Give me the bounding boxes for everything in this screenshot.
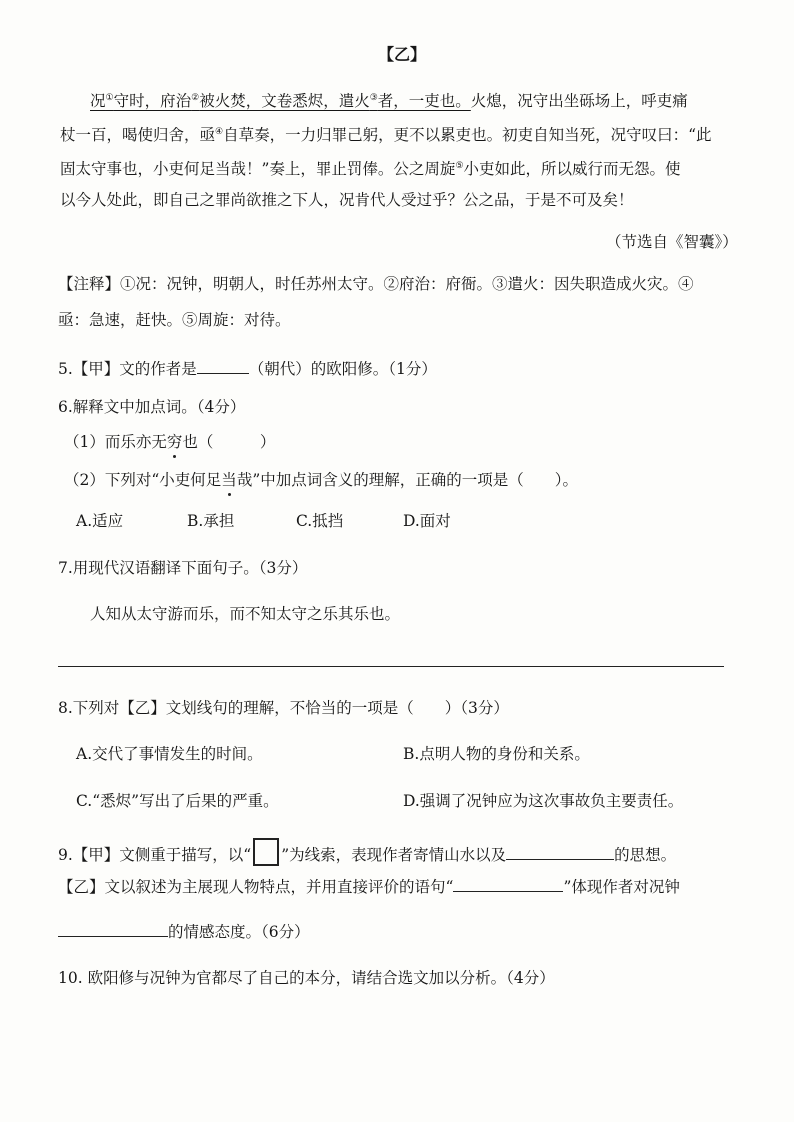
q6-option-b: B.承担 xyxy=(187,512,235,530)
dotted-word: 当 xyxy=(221,471,237,489)
passage-line-1: 况①守时，府治②被火焚，文卷悉烬，遣火③者，一吏也。火熄，况守出坐砾场上，呼吏痛 xyxy=(90,92,688,111)
question-9-line-2: 【乙】文以叙述为主展现人物特点，并用直接评价的语句“ ”体现作者对况钟 xyxy=(58,878,680,896)
underlined-sentence: 况①守时，府治②被火焚，文卷悉烬，遣火③者，一吏也。 xyxy=(90,92,471,111)
q9-answer-blank-1[interactable] xyxy=(506,844,614,860)
q8-option-c: C.“悉烬”写出了后果的严重。 xyxy=(76,792,279,810)
question-9-line-1: 9.【甲】文侧重于描写，以“ ”为线索，表现作者寄情山水以及 的思想。 xyxy=(58,838,676,866)
q8-option-d: D.强调了况钟应为这次事故负主要责任。 xyxy=(403,792,684,810)
question-7-stem: 7.用现代汉语翻译下面句子。（3分） xyxy=(58,559,308,577)
q8-option-b: B.点明人物的身份和关系。 xyxy=(403,745,590,763)
question-10-stem: 10. 欧阳修与况钟为官都尽了自己的本分，请结合选文加以分析。（4分） xyxy=(58,969,555,987)
q5-answer-blank[interactable] xyxy=(197,358,249,374)
question-6-stem: 6.解释文中加点词。（4分） xyxy=(58,398,246,416)
q8-option-a: A.交代了事情发生的时间。 xyxy=(76,745,263,763)
question-5: 5.【甲】文的作者是 （朝代）的欧阳修。（1分） xyxy=(58,360,437,378)
section-title: 【乙】 xyxy=(378,45,427,64)
q9-answer-blank-2[interactable] xyxy=(453,876,563,892)
notes-line-1: 【注释】①况：况钟，明朝人，时任苏州太守。②府治：府衙。③遣火：因失职造成火灾。④ xyxy=(58,275,694,293)
question-6-sub-2: （2）下列对“小吏何足当哉”中加点词含义的理解，正确的一项是（ ）。 xyxy=(64,471,578,489)
passage-line-4: 以今人处此，即自己之罪尚欲推之下人，况肯代人受过乎？公之品，于是不可及矣！ xyxy=(60,191,634,209)
q6-option-c: C.抵挡 xyxy=(296,512,344,530)
question-8-stem: 8.下列对【乙】文划线句的理解，不恰当的一项是（ ）（3分） xyxy=(58,699,509,717)
q6-option-d: D.面对 xyxy=(403,512,451,530)
q9-answer-box[interactable] xyxy=(253,838,279,866)
question-6-sub-1: （1）而乐亦无穷也（ ） xyxy=(64,433,276,451)
question-9-line-3: 的情感态度。（6分） xyxy=(58,921,310,942)
q6-option-a: A.适应 xyxy=(76,512,124,530)
dotted-word: 穷 xyxy=(166,433,183,451)
passage-line-3: 固太守事也，小吏何足当哉！”奏上，罪止罚俸。公之周旋⑤小吏如此，所以威行而无怨。使 xyxy=(60,160,681,179)
q9-answer-blank-3[interactable] xyxy=(58,921,168,937)
question-7-sentence: 人知从太守游而乐，而不知太守之乐其乐也。 xyxy=(90,605,401,623)
notes-line-2: 亟：急速，赶快。⑤周旋：对待。 xyxy=(58,311,291,329)
q7-answer-line[interactable] xyxy=(58,666,724,667)
passage-source: （节选自《智囊》） xyxy=(606,233,738,251)
passage-line-2: 杖一百，喝使归舍，亟④自草奏，一力归罪己躬，更不以累吏也。初吏自知当死，况守叹曰：“此 xyxy=(60,126,712,145)
